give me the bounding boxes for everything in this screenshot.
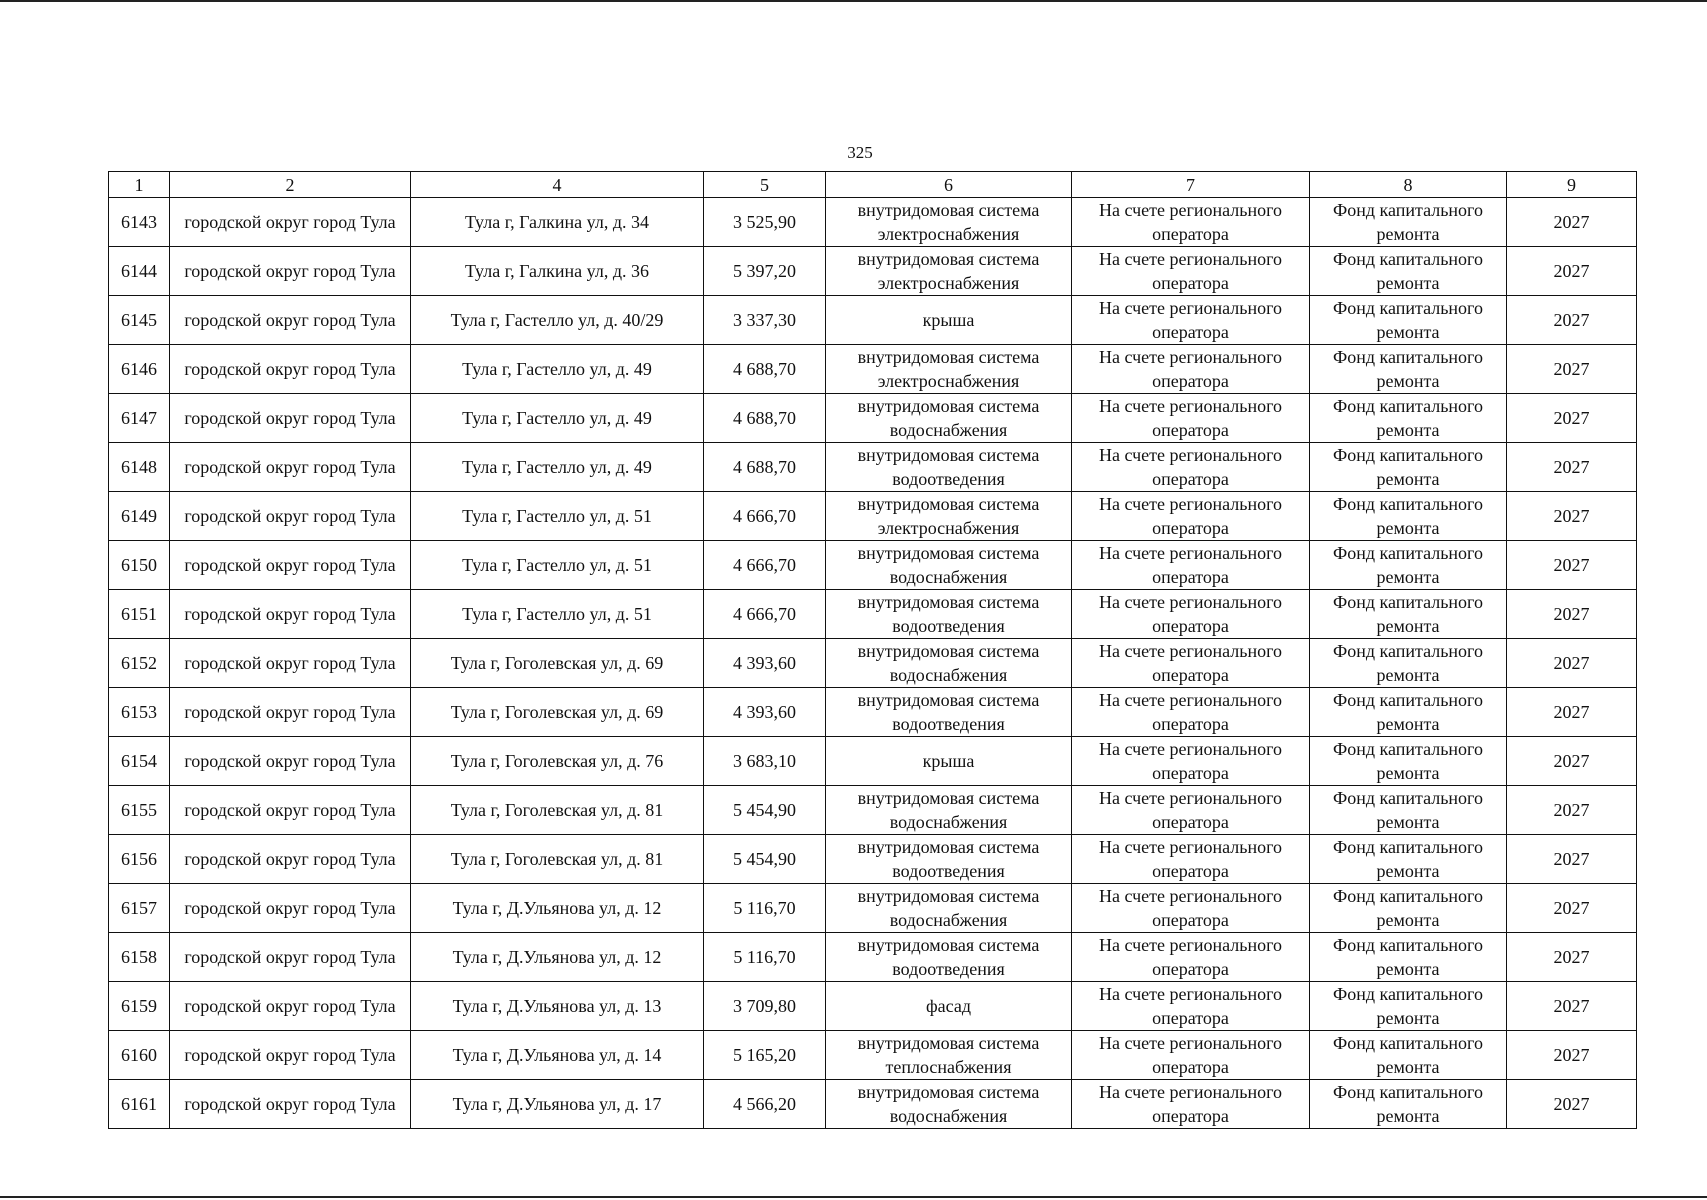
funding-source-cell: Фонд капитального ремонта bbox=[1310, 786, 1507, 835]
municipality-cell: городской округ город Тула bbox=[170, 737, 411, 786]
address-cell: Тула г, Гоголевская ул, д. 81 bbox=[411, 786, 704, 835]
table-row bbox=[109, 541, 1637, 590]
address-cell: Тула г, Гоголевская ул, д. 76 bbox=[411, 737, 704, 786]
row-number-cell: 6158 bbox=[109, 933, 170, 982]
address-cell: Тула г, Гастелло ул, д. 51 bbox=[411, 541, 704, 590]
fund-account-cell: На счете регионального оператора bbox=[1072, 296, 1310, 345]
header-cell-8: 8 bbox=[1310, 172, 1507, 198]
funding-source-cell: Фонд капитального ремонта bbox=[1310, 198, 1507, 247]
area-cell: 3 683,10 bbox=[704, 737, 826, 786]
area-cell: 4 666,70 bbox=[704, 590, 826, 639]
funding-source-cell: Фонд капитального ремонта bbox=[1310, 247, 1507, 296]
area-cell: 3 709,80 bbox=[704, 982, 826, 1031]
area-cell: 4 688,70 bbox=[704, 443, 826, 492]
table-row bbox=[109, 982, 1637, 1031]
table-row bbox=[109, 884, 1637, 933]
row-number-cell: 6146 bbox=[109, 345, 170, 394]
area-cell: 5 116,70 bbox=[704, 933, 826, 982]
funding-source-cell: Фонд капитального ремонта bbox=[1310, 835, 1507, 884]
fund-account-cell: На счете регионального оператора bbox=[1072, 1031, 1310, 1080]
table-row bbox=[109, 492, 1637, 541]
municipality-cell: городской округ город Тула bbox=[170, 982, 411, 1031]
row-number-cell: 6153 bbox=[109, 688, 170, 737]
year-cell: 2027 bbox=[1507, 933, 1637, 982]
repair-type-cell: внутридомовая система теплоснабжения bbox=[826, 1031, 1072, 1080]
repair-type-cell: внутридомовая система водоснабжения bbox=[826, 786, 1072, 835]
municipality-cell: городской округ город Тула bbox=[170, 1080, 411, 1129]
fund-account-cell: На счете регионального оператора bbox=[1072, 394, 1310, 443]
fund-account-cell: На счете регионального оператора bbox=[1072, 737, 1310, 786]
address-cell: Тула г, Д.Ульянова ул, д. 17 bbox=[411, 1080, 704, 1129]
table-row bbox=[109, 296, 1637, 345]
funding-source-cell: Фонд капитального ремонта bbox=[1310, 884, 1507, 933]
table-row bbox=[109, 786, 1637, 835]
year-cell: 2027 bbox=[1507, 590, 1637, 639]
header-cell-5: 5 bbox=[704, 172, 826, 198]
row-number-cell: 6156 bbox=[109, 835, 170, 884]
area-cell: 5 454,90 bbox=[704, 786, 826, 835]
fund-account-cell: На счете регионального оператора bbox=[1072, 247, 1310, 296]
area-cell: 5 165,20 bbox=[704, 1031, 826, 1080]
address-cell: Тула г, Гастелло ул, д. 49 bbox=[411, 345, 704, 394]
fund-account-cell: На счете регионального оператора bbox=[1072, 443, 1310, 492]
table-row bbox=[109, 639, 1637, 688]
year-cell: 2027 bbox=[1507, 835, 1637, 884]
municipality-cell: городской округ город Тула bbox=[170, 198, 411, 247]
funding-source-cell: Фонд капитального ремонта bbox=[1310, 933, 1507, 982]
page-number: 325 bbox=[847, 143, 873, 162]
fund-account-cell: На счете регионального оператора bbox=[1072, 492, 1310, 541]
year-cell: 2027 bbox=[1507, 443, 1637, 492]
year-cell: 2027 bbox=[1507, 394, 1637, 443]
year-cell: 2027 bbox=[1507, 1080, 1637, 1129]
area-cell: 5 397,20 bbox=[704, 247, 826, 296]
repair-type-cell: внутридомовая система водоотведения bbox=[826, 590, 1072, 639]
municipality-cell: городской округ город Тула bbox=[170, 590, 411, 639]
funding-source-cell: Фонд капитального ремонта bbox=[1310, 345, 1507, 394]
repair-type-cell: внутридомовая система электроснабжения bbox=[826, 198, 1072, 247]
row-number-cell: 6160 bbox=[109, 1031, 170, 1080]
row-number-cell: 6152 bbox=[109, 639, 170, 688]
capital-repair-table bbox=[108, 171, 1637, 1129]
repair-type-cell: внутридомовая система электроснабжения bbox=[826, 247, 1072, 296]
row-number-cell: 6143 bbox=[109, 198, 170, 247]
area-cell: 4 688,70 bbox=[704, 345, 826, 394]
table-row bbox=[109, 345, 1637, 394]
year-cell: 2027 bbox=[1507, 688, 1637, 737]
repair-type-cell: внутридомовая система водоотведения bbox=[826, 933, 1072, 982]
fund-account-cell: На счете регионального оператора bbox=[1072, 541, 1310, 590]
year-cell: 2027 bbox=[1507, 639, 1637, 688]
row-number-cell: 6155 bbox=[109, 786, 170, 835]
municipality-cell: городской округ город Тула bbox=[170, 345, 411, 394]
fund-account-cell: На счете регионального оператора bbox=[1072, 345, 1310, 394]
municipality-cell: городской округ город Тула bbox=[170, 394, 411, 443]
municipality-cell: городской округ город Тула bbox=[170, 688, 411, 737]
municipality-cell: городской округ город Тула bbox=[170, 639, 411, 688]
row-number-cell: 6145 bbox=[109, 296, 170, 345]
address-cell: Тула г, Д.Ульянова ул, д. 12 bbox=[411, 933, 704, 982]
header-cell-4: 4 bbox=[411, 172, 704, 198]
year-cell: 2027 bbox=[1507, 296, 1637, 345]
municipality-cell: городской округ город Тула bbox=[170, 247, 411, 296]
row-number-cell: 6148 bbox=[109, 443, 170, 492]
municipality-cell: городской округ город Тула bbox=[170, 1031, 411, 1080]
scan-border-bottom bbox=[0, 1196, 1707, 1198]
repair-type-cell: внутридомовая система водоотведения bbox=[826, 688, 1072, 737]
year-cell: 2027 bbox=[1507, 492, 1637, 541]
year-cell: 2027 bbox=[1507, 786, 1637, 835]
funding-source-cell: Фонд капитального ремонта bbox=[1310, 982, 1507, 1031]
table-row bbox=[109, 933, 1637, 982]
address-cell: Тула г, Галкина ул, д. 34 bbox=[411, 198, 704, 247]
municipality-cell: городской округ город Тула bbox=[170, 443, 411, 492]
funding-source-cell: Фонд капитального ремонта bbox=[1310, 1080, 1507, 1129]
address-cell: Тула г, Гастелло ул, д. 40/29 bbox=[411, 296, 704, 345]
area-cell: 5 454,90 bbox=[704, 835, 826, 884]
address-cell: Тула г, Д.Ульянова ул, д. 14 bbox=[411, 1031, 704, 1080]
funding-source-cell: Фонд капитального ремонта bbox=[1310, 443, 1507, 492]
area-cell: 4 566,20 bbox=[704, 1080, 826, 1129]
fund-account-cell: На счете регионального оператора bbox=[1072, 639, 1310, 688]
table-header-row bbox=[109, 172, 1637, 198]
row-number-cell: 6149 bbox=[109, 492, 170, 541]
table-row bbox=[109, 443, 1637, 492]
row-number-cell: 6144 bbox=[109, 247, 170, 296]
table-row bbox=[109, 1080, 1637, 1129]
municipality-cell: городской округ город Тула bbox=[170, 296, 411, 345]
repair-type-cell: крыша bbox=[826, 737, 1072, 786]
municipality-cell: городской округ город Тула bbox=[170, 492, 411, 541]
row-number-cell: 6150 bbox=[109, 541, 170, 590]
year-cell: 2027 bbox=[1507, 345, 1637, 394]
fund-account-cell: На счете регионального оператора bbox=[1072, 835, 1310, 884]
year-cell: 2027 bbox=[1507, 737, 1637, 786]
table-row bbox=[109, 590, 1637, 639]
repair-type-cell: внутридомовая система электроснабжения bbox=[826, 492, 1072, 541]
municipality-cell: городской округ город Тула bbox=[170, 541, 411, 590]
area-cell: 4 666,70 bbox=[704, 541, 826, 590]
area-cell: 4 393,60 bbox=[704, 639, 826, 688]
year-cell: 2027 bbox=[1507, 198, 1637, 247]
area-cell: 3 525,90 bbox=[704, 198, 826, 247]
funding-source-cell: Фонд капитального ремонта bbox=[1310, 688, 1507, 737]
fund-account-cell: На счете регионального оператора bbox=[1072, 982, 1310, 1031]
header-cell-2: 2 bbox=[170, 172, 411, 198]
row-number-cell: 6159 bbox=[109, 982, 170, 1031]
table-row bbox=[109, 1031, 1637, 1080]
fund-account-cell: На счете регионального оператора bbox=[1072, 590, 1310, 639]
fund-account-cell: На счете регионального оператора bbox=[1072, 786, 1310, 835]
funding-source-cell: Фонд капитального ремонта bbox=[1310, 639, 1507, 688]
header-cell-7: 7 bbox=[1072, 172, 1310, 198]
repair-type-cell: внутридомовая система водоснабжения bbox=[826, 884, 1072, 933]
address-cell: Тула г, Д.Ульянова ул, д. 13 bbox=[411, 982, 704, 1031]
fund-account-cell: На счете регионального оператора bbox=[1072, 1080, 1310, 1129]
address-cell: Тула г, Галкина ул, д. 36 bbox=[411, 247, 704, 296]
row-number-cell: 6147 bbox=[109, 394, 170, 443]
municipality-cell: городской округ город Тула bbox=[170, 835, 411, 884]
header-cell-1: 1 bbox=[109, 172, 170, 198]
municipality-cell: городской округ город Тула bbox=[170, 884, 411, 933]
fund-account-cell: На счете регионального оператора bbox=[1072, 884, 1310, 933]
municipality-cell: городской округ город Тула bbox=[170, 786, 411, 835]
funding-source-cell: Фонд капитального ремонта bbox=[1310, 541, 1507, 590]
area-cell: 3 337,30 bbox=[704, 296, 826, 345]
address-cell: Тула г, Гастелло ул, д. 49 bbox=[411, 394, 704, 443]
address-cell: Тула г, Гоголевская ул, д. 81 bbox=[411, 835, 704, 884]
table-row bbox=[109, 737, 1637, 786]
repair-type-cell: внутридомовая система водоснабжения bbox=[826, 541, 1072, 590]
address-cell: Тула г, Гастелло ул, д. 49 bbox=[411, 443, 704, 492]
repair-type-cell: крыша bbox=[826, 296, 1072, 345]
area-cell: 4 666,70 bbox=[704, 492, 826, 541]
repair-type-cell: фасад bbox=[826, 982, 1072, 1031]
area-cell: 4 393,60 bbox=[704, 688, 826, 737]
fund-account-cell: На счете регионального оператора bbox=[1072, 933, 1310, 982]
address-cell: Тула г, Д.Ульянова ул, д. 12 bbox=[411, 884, 704, 933]
funding-source-cell: Фонд капитального ремонта bbox=[1310, 590, 1507, 639]
year-cell: 2027 bbox=[1507, 884, 1637, 933]
area-cell: 4 688,70 bbox=[704, 394, 826, 443]
address-cell: Тула г, Гоголевская ул, д. 69 bbox=[411, 688, 704, 737]
municipality-cell: городской округ город Тула bbox=[170, 933, 411, 982]
repair-type-cell: внутридомовая система водоснабжения bbox=[826, 639, 1072, 688]
funding-source-cell: Фонд капитального ремонта bbox=[1310, 492, 1507, 541]
row-number-cell: 6161 bbox=[109, 1080, 170, 1129]
row-number-cell: 6157 bbox=[109, 884, 170, 933]
repair-type-cell: внутридомовая система водоотведения bbox=[826, 443, 1072, 492]
table-row bbox=[109, 247, 1637, 296]
address-cell: Тула г, Гоголевская ул, д. 69 bbox=[411, 639, 704, 688]
header-cell-9: 9 bbox=[1507, 172, 1637, 198]
table-row bbox=[109, 394, 1637, 443]
year-cell: 2027 bbox=[1507, 1031, 1637, 1080]
table-row bbox=[109, 688, 1637, 737]
year-cell: 2027 bbox=[1507, 982, 1637, 1031]
fund-account-cell: На счете регионального оператора bbox=[1072, 198, 1310, 247]
address-cell: Тула г, Гастелло ул, д. 51 bbox=[411, 492, 704, 541]
year-cell: 2027 bbox=[1507, 541, 1637, 590]
repair-type-cell: внутридомовая система водоснабжения bbox=[826, 1080, 1072, 1129]
header-cell-6: 6 bbox=[826, 172, 1072, 198]
table-row bbox=[109, 198, 1637, 247]
fund-account-cell: На счете регионального оператора bbox=[1072, 688, 1310, 737]
row-number-cell: 6151 bbox=[109, 590, 170, 639]
table-row bbox=[109, 835, 1637, 884]
address-cell: Тула г, Гастелло ул, д. 51 bbox=[411, 590, 704, 639]
year-cell: 2027 bbox=[1507, 247, 1637, 296]
repair-type-cell: внутридомовая система водоотведения bbox=[826, 835, 1072, 884]
funding-source-cell: Фонд капитального ремонта bbox=[1310, 296, 1507, 345]
funding-source-cell: Фонд капитального ремонта bbox=[1310, 394, 1507, 443]
funding-source-cell: Фонд капитального ремонта bbox=[1310, 737, 1507, 786]
row-number-cell: 6154 bbox=[109, 737, 170, 786]
repair-type-cell: внутридомовая система электроснабжения bbox=[826, 345, 1072, 394]
funding-source-cell: Фонд капитального ремонта bbox=[1310, 1031, 1507, 1080]
repair-type-cell: внутридомовая система водоснабжения bbox=[826, 394, 1072, 443]
scan-border-top bbox=[0, 0, 1707, 2]
area-cell: 5 116,70 bbox=[704, 884, 826, 933]
